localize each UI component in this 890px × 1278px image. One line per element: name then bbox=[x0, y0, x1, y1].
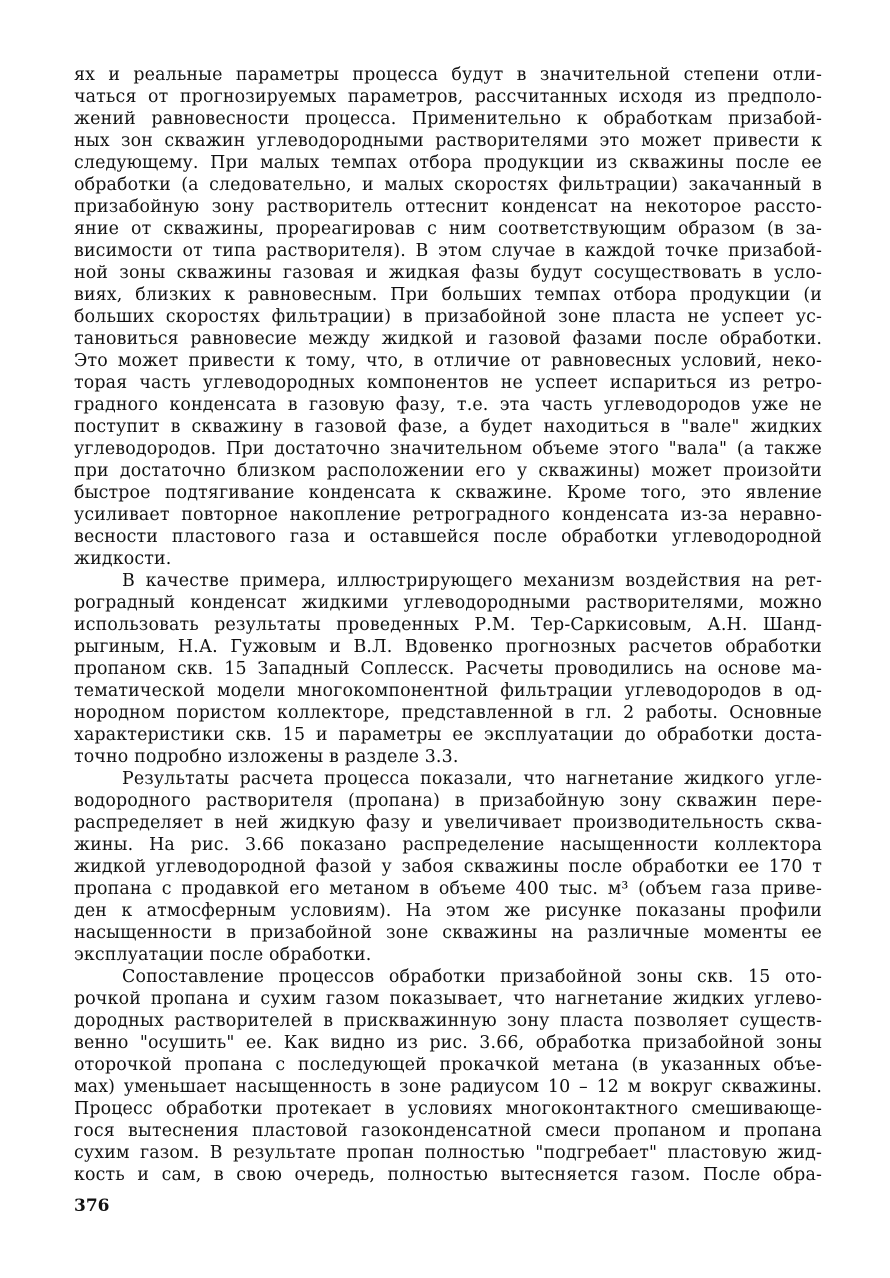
text-line: обработки (а следовательно, и малых скоростях фильтрации) закачанный в bbox=[74, 175, 822, 195]
text-line: при достаточно близком расположении его у скважины) может произойти bbox=[74, 461, 822, 481]
text-line: жидкости. bbox=[74, 549, 172, 569]
text-line: чаться от прогнозируемых параметров, рассчитанных исходя из предполо- bbox=[74, 87, 822, 107]
text-line: градного конденсата в газовую фазу, т.е. эта часть углеводородов уже не bbox=[74, 395, 822, 415]
text-line: следующему. При малых темпах отбора продукции из скважины после ее bbox=[74, 153, 822, 173]
text-line: ной зоны скважины газовая и жидкая фазы будут сосуществовать в усло- bbox=[74, 263, 822, 283]
text-line: больших скоростях фильтрации) в призабойной зоне пласта не успеет ус- bbox=[74, 307, 822, 327]
paragraph bbox=[74, 966, 822, 1186]
text-line: жений равновесности процесса. Применительно к обработкам призабой- bbox=[74, 109, 822, 129]
text-line: характеристики скв. 15 и параметры ее эксплуатации до обработки доста- bbox=[74, 725, 822, 745]
text-line: поступит в скважину в газовой фазе, а будет находиться в "вале" жидких bbox=[74, 417, 822, 437]
text-line: кость и сам, в свою очередь, полностью вытесняется газом. После обра- bbox=[74, 1165, 822, 1185]
text-line: Результаты расчета процесса показали, что нагнетание жидкого угле- bbox=[122, 769, 822, 789]
text-line: углеводородов. При достаточно значительном объеме этого "вала" (а также bbox=[74, 439, 822, 459]
text-line: Это может привести к тому, что, в отличие от равновесных условий, неко- bbox=[74, 351, 822, 371]
text-line: водородного растворителя (пропана) в призабойную зону скважин пере- bbox=[74, 791, 822, 811]
text-line: пропана с продавкой его метаном в объеме 400 тыс. м³ (объем газа приве- bbox=[74, 879, 822, 899]
text-line: Сопоставление процессов обработки призабойной зоны скв. 15 ото- bbox=[122, 967, 822, 987]
text-line: точно подробно изложены в разделе 3.3. bbox=[74, 747, 459, 767]
text-line: жины. На рис. 3.66 показано распределение насыщенности коллектора bbox=[74, 835, 822, 855]
text-line: виях, близких к равновесным. При больших темпах отбора продукции (и bbox=[74, 285, 822, 305]
text-line: торая часть углеводородных компонентов не успеет испариться из ретро- bbox=[74, 373, 822, 393]
text-line: весности пластового газа и оставшейся после обработки углеводородной bbox=[74, 527, 822, 547]
text-line: ных зон скважин углеводородными растворителями это может привести к bbox=[74, 131, 822, 151]
text-line: насыщенности в призабойной зоне скважины на различные моменты ее bbox=[74, 923, 822, 943]
text-line: гося вытеснения пластовой газоконденсатной смеси пропаном и пропана bbox=[74, 1121, 822, 1141]
text-line: оторочкой пропана с последующей прокачкой метана (в указанных объе- bbox=[74, 1055, 822, 1075]
text-line: нородном пористом коллекторе, представленной в гл. 2 работы. Основные bbox=[74, 703, 822, 723]
text-line: усиливает повторное накопление ретроградного конденсата из-за неравно- bbox=[74, 505, 822, 525]
paragraph bbox=[74, 570, 822, 768]
text-line: использовать результаты проведенных Р.М. Тер-Саркисовым, А.Н. Шанд- bbox=[74, 615, 822, 635]
text-line: рыгиным, Н.А. Гужовым и В.Л. Вдовенко прогнозных расчетов обработки bbox=[74, 637, 822, 657]
text-line: рочкой пропана и сухим газом показывает, что нагнетание жидких углево- bbox=[74, 989, 822, 1009]
paragraph bbox=[74, 64, 822, 570]
text-line: тановиться равновесие между жидкой и газовой фазами после обработки. bbox=[74, 329, 822, 349]
text-line: висимости от типа растворителя). В этом случае в каждой точке призабой- bbox=[74, 241, 822, 261]
page-body bbox=[74, 64, 822, 1186]
text-line: Процесс обработки протекает в условиях многоконтактного смешивающе- bbox=[74, 1099, 822, 1119]
text-line: эксплуатации после обработки. bbox=[74, 945, 372, 965]
text-line: ден к атмосферным условиям). На этом же рисунке показаны профили bbox=[74, 901, 822, 921]
page-number: 376 bbox=[74, 1196, 110, 1216]
text-line: призабойную зону растворитель оттеснит конденсат на некоторое рассто- bbox=[74, 197, 822, 217]
text-line: В качестве примера, иллюстрирующего механизм воздействия на рет- bbox=[122, 571, 822, 591]
text-line: дородных растворителей в прискважинную зону пласта позволяет существ- bbox=[74, 1011, 822, 1031]
text-line: тематической модели многокомпонентной фильтрации углеводородов в од- bbox=[74, 681, 822, 701]
text-line: распределяет в ней жидкую фазу и увеличивает производительность сква- bbox=[74, 813, 822, 833]
text-line: пропаном скв. 15 Западный Соплесск. Расчеты проводились на основе ма- bbox=[74, 659, 822, 679]
text-line: роградный конденсат жидкими углеводородными растворителями, можно bbox=[74, 593, 822, 613]
text-line: мах) уменьшает насыщенность в зоне радиусом 10 – 12 м вокруг скважины. bbox=[74, 1077, 822, 1097]
text-line: сухим газом. В результате пропан полностью "подгребает" пластовую жид- bbox=[74, 1143, 822, 1163]
text-line: жидкой углеводородной фазой у забоя скважины после обработки ее 170 т bbox=[74, 857, 822, 877]
text-line: яние от скважины, прореагировав с ним соответствующим образом (в за- bbox=[74, 219, 822, 239]
text-line: ях и реальные параметры процесса будут в значительной степени отли- bbox=[74, 65, 822, 85]
paragraph bbox=[74, 768, 822, 966]
text-line: быстрое подтягивание конденсата к скважине. Кроме того, это явление bbox=[74, 483, 822, 503]
text-line: венно "осушить" ее. Как видно из рис. 3.66, обработка призабойной зоны bbox=[74, 1033, 822, 1053]
